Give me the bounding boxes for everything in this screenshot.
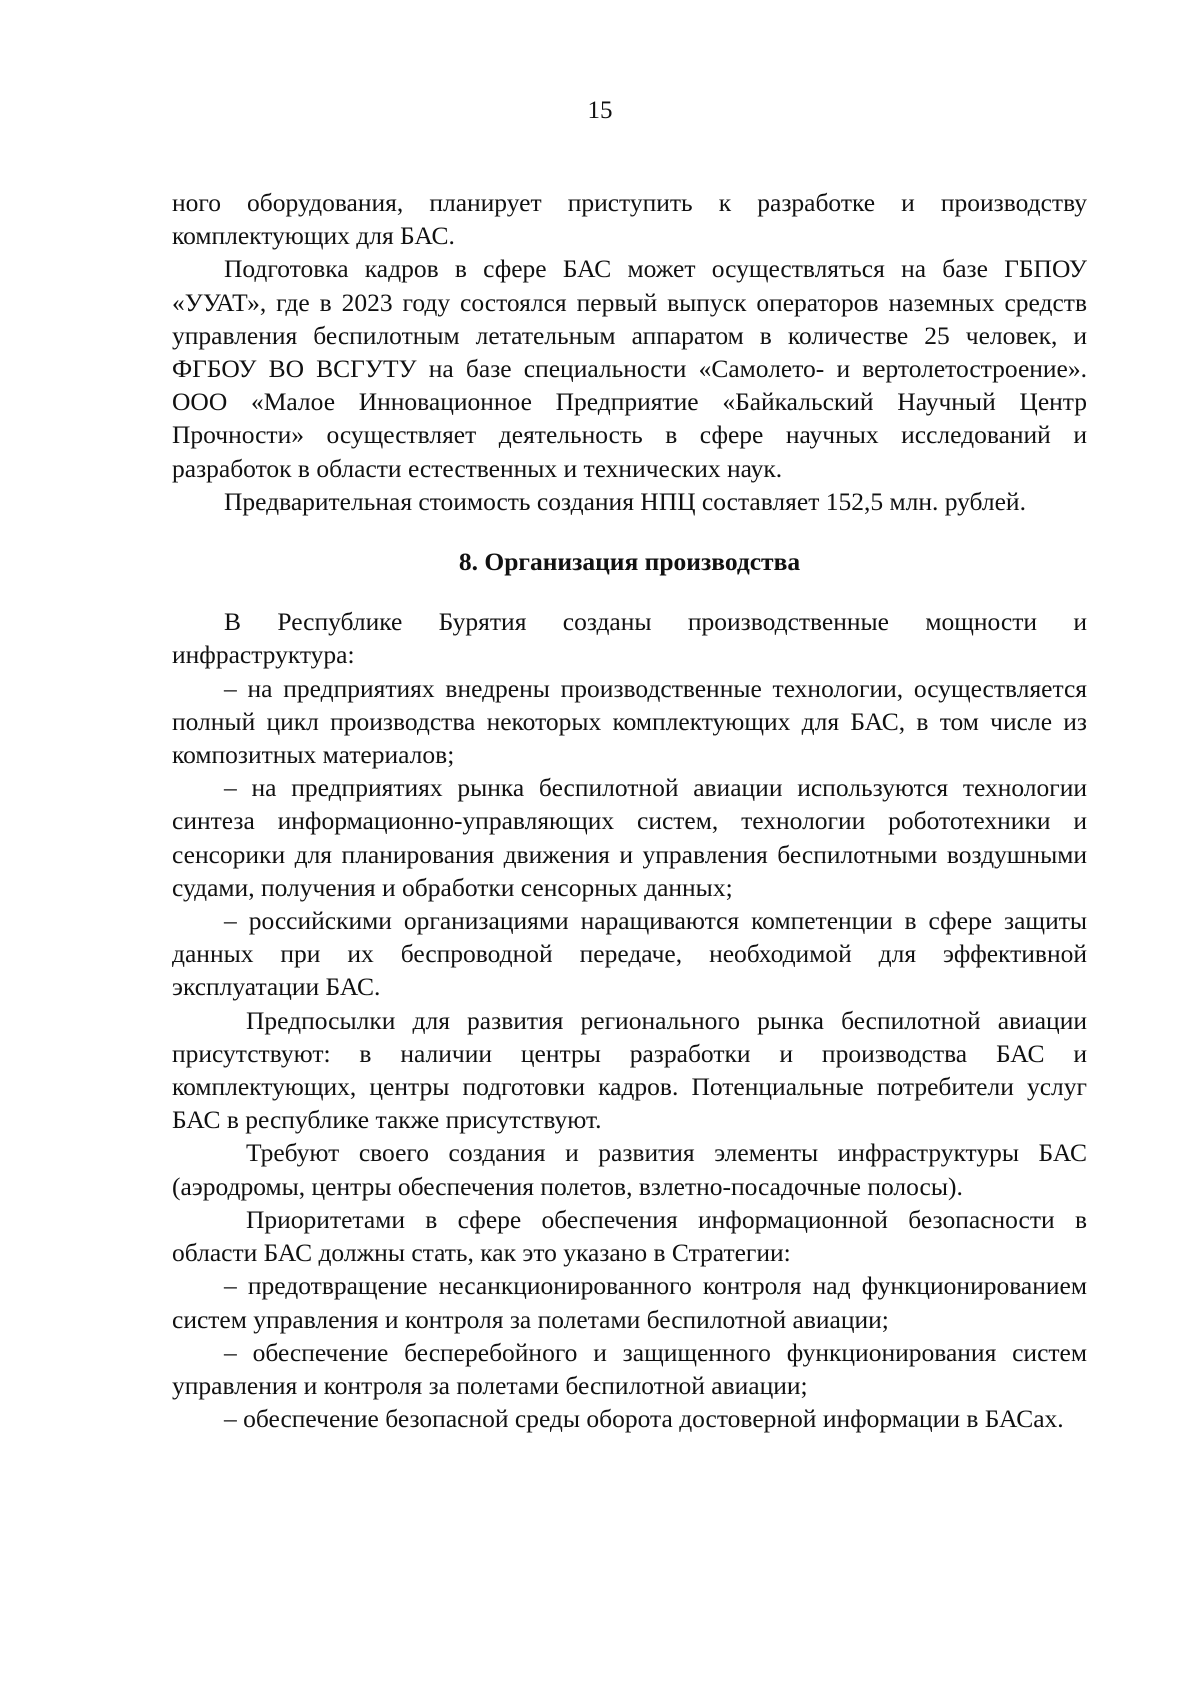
paragraph-training: Подготовка кадров в сфере БАС может осуществляться на базе ГБПОУ «УУАТ», где в 2023 году состоялся первый выпуск операторов наземных средств управления беспилотным летательным аппаратом в количестве 25 человек, и ФГБОУ ВО ВСГУТУ на базе специальности «Самолето- и вертолетостроение». ООО «Малое Инновационное Предприятие «Байкальский Научный Центр Прочности» осуществляет деятельность в сфере научных исследований и разработок в области естественных и технических наук.	[172, 254, 1087, 483]
paragraph-priorities: Приоритетами в сфере обеспечения информационной безопасности в области БАС должны стать, как это указано в Стратегии:	[172, 1204, 1087, 1268]
paragraph-continuation: ного оборудования, планирует приступить к разработке и производству комплектующих для БАС.	[172, 188, 1087, 251]
page-number: 15	[587, 97, 613, 124]
section-title: 8. Организация производства	[458, 547, 801, 577]
list-item: – обеспечение бесперебойного и защищенного функционирования систем управления и контроля за полетами беспилотной авиации;	[172, 1337, 1087, 1400]
list-item: – на предприятиях внедрены производственные технологии, осуществляется полный цикл производства некоторых комплектующих для БАС, в том числе из композитных материалов;	[172, 673, 1087, 770]
list-item: – на предприятиях рынка беспилотной авиации используются технологии синтеза информационно-управляющих систем, технологии робототехники и сенсорики для планирования движения и управления беспилотными воздушными судами, получения и обработки сенсорных данных;	[172, 773, 1087, 902]
paragraph-infrastructure: В Республике Бурятия созданы производственные мощности и инфраструктура:	[172, 607, 1087, 670]
paragraph-cost: Предварительная стоимость создания НПЦ составляет 152,5 млн. рублей.	[224, 486, 1026, 516]
paragraph-requirements: Требуют своего создания и развития элементы инфраструктуры БАС (аэродромы, центры обеспечения полетов, взлетно-посадочные полосы).	[172, 1138, 1087, 1201]
list-item: – обеспечение безопасной среды оборота достоверной информации в БАСах.	[224, 1404, 1064, 1434]
document-body	[172, 186, 1087, 1435]
list-item: – российскими организациями наращиваются компетенции в сфере защиты данных при их беспроводной передаче, необходимой для эффективной эксплуатации БАС.	[172, 906, 1087, 1002]
paragraph-prerequisites: Предпосылки для развития регионального рынка беспилотной авиации присутствуют: в наличии центры разработки и производства БАС и комплектующих, центры подготовки кадров. Потенциальные потребители услуг БАС в республике также присутствуют.	[172, 1005, 1087, 1135]
list-item: – предотвращение несанкционированного контроля над функционированием систем управления и контроля за полетами беспилотной авиации;	[172, 1271, 1087, 1334]
